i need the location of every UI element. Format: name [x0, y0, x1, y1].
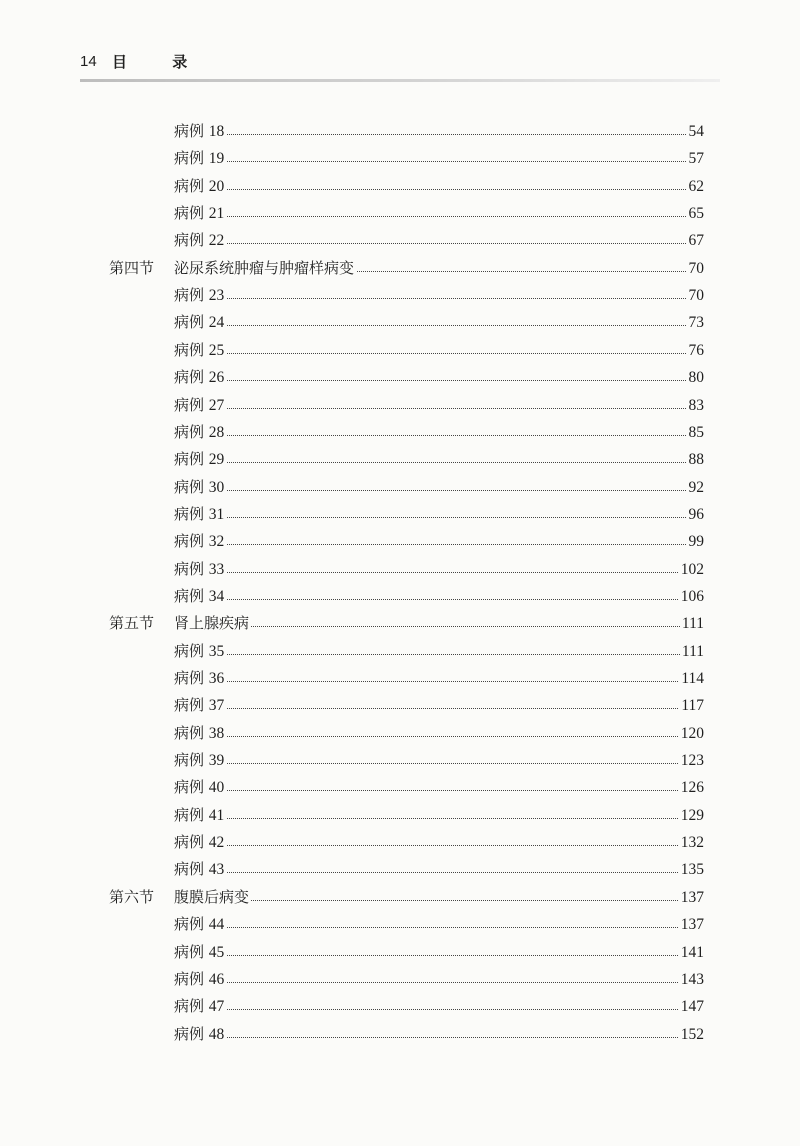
page-ref: 102 [679, 556, 704, 583]
case-label [174, 665, 226, 692]
page-ref: 143 [679, 966, 704, 993]
case-prefix: 病例 [174, 286, 209, 305]
case-label [174, 364, 226, 391]
case-number: 22 [208, 232, 225, 250]
leader-dots [174, 736, 704, 737]
page-ref: 54 [687, 118, 705, 145]
case-number: 20 [208, 177, 225, 195]
case-prefix: 病例 [174, 504, 209, 523]
case-label [174, 638, 226, 665]
page-ref: 62 [687, 173, 705, 200]
toc-case-entry[interactable] [0, 692, 800, 719]
case-prefix: 病例 [174, 313, 209, 332]
toc-case-entry[interactable] [0, 419, 800, 446]
leader-dots [174, 763, 704, 764]
toc-case-entry[interactable] [0, 528, 800, 555]
case-label [174, 774, 226, 801]
case-prefix: 病例 [174, 340, 209, 359]
section-title: 泌尿系统肿瘤与肿瘤样病变 [174, 255, 356, 282]
leader-dots [174, 544, 704, 545]
case-label [174, 802, 226, 829]
case-prefix: 病例 [174, 751, 209, 770]
page-ref: 57 [687, 145, 705, 172]
page-ref: 132 [679, 829, 704, 856]
page-ref: 114 [679, 665, 704, 692]
leader-dots [174, 298, 704, 299]
toc-case-entry[interactable] [0, 720, 800, 747]
toc-case-entry[interactable] [0, 282, 800, 309]
leader-dots [174, 325, 704, 326]
section-number: 第四节 [109, 258, 155, 277]
case-prefix: 病例 [174, 395, 209, 414]
case-label [174, 528, 226, 555]
leader-dots [174, 1009, 704, 1010]
section-title: 肾上腺疾病 [174, 610, 251, 637]
page-ref: 117 [679, 692, 704, 719]
page-ref: 70 [687, 282, 705, 309]
section-number: 第六节 [109, 887, 155, 906]
case-label [174, 200, 226, 227]
leader-dots [174, 626, 704, 627]
leader-dots [174, 572, 704, 573]
case-label [174, 1021, 226, 1048]
page-ref: 70 [687, 255, 705, 282]
case-label [174, 145, 226, 172]
toc-case-entry[interactable] [0, 856, 800, 883]
page-ref: 65 [687, 200, 705, 227]
toc-case-entry[interactable] [0, 364, 800, 391]
toc-case-entry[interactable] [0, 774, 800, 801]
page-ref: 96 [687, 501, 705, 528]
case-number: 37 [208, 697, 225, 715]
case-prefix: 病例 [174, 669, 209, 687]
leader-dots [174, 189, 704, 190]
case-prefix: 病例 [174, 696, 209, 715]
case-prefix: 病例 [174, 368, 209, 387]
case-label [174, 501, 226, 528]
case-label [174, 392, 226, 419]
page-ref: 106 [679, 583, 704, 610]
page-ref: 88 [687, 446, 705, 473]
case-prefix: 病例 [174, 122, 209, 140]
case-number: 31 [208, 505, 225, 523]
case-prefix: 病例 [174, 915, 209, 934]
page-ref: 99 [687, 528, 705, 555]
case-number: 24 [208, 314, 225, 332]
case-label [174, 309, 226, 336]
leader-dots [174, 216, 704, 217]
case-number: 34 [208, 587, 225, 605]
leader-dots [174, 955, 704, 956]
case-prefix: 病例 [174, 231, 209, 250]
case-label [174, 583, 226, 610]
case-number: 18 [208, 123, 225, 140]
case-label [174, 556, 226, 583]
toc-case-entry[interactable] [0, 392, 800, 419]
case-prefix: 病例 [174, 559, 209, 578]
case-prefix: 病例 [174, 586, 209, 605]
page-ref: 111 [680, 610, 704, 637]
leader-dots [174, 134, 704, 135]
toc-section-entry[interactable] [0, 255, 800, 282]
page-ref: 111 [680, 638, 704, 665]
leader-dots [174, 490, 704, 491]
section-title: 腹膜后病变 [174, 884, 251, 911]
case-label [174, 282, 226, 309]
toc-case-entry[interactable] [0, 145, 800, 172]
case-prefix: 病例 [174, 532, 209, 551]
case-prefix: 病例 [174, 450, 209, 469]
case-label [174, 419, 226, 446]
leader-dots [174, 353, 704, 354]
case-prefix: 病例 [174, 176, 209, 195]
case-number: 21 [208, 205, 225, 223]
case-number: 35 [208, 642, 225, 660]
toc-case-entry[interactable] [0, 309, 800, 336]
toc-case-entry[interactable] [0, 446, 800, 473]
case-number: 33 [208, 560, 225, 578]
toc-case-entry[interactable] [0, 665, 800, 692]
toc-case-entry[interactable] [0, 939, 800, 966]
page-ref: 137 [679, 911, 704, 938]
case-prefix: 病例 [174, 942, 209, 961]
leader-dots [174, 654, 704, 655]
toc-case-entry[interactable] [0, 501, 800, 528]
case-prefix: 病例 [174, 723, 209, 742]
page-ref: 135 [679, 856, 704, 883]
case-number: 26 [208, 369, 225, 387]
leader-dots [174, 818, 704, 819]
case-prefix: 病例 [174, 149, 209, 168]
case-prefix: 病例 [174, 805, 209, 824]
page-ref: 85 [687, 419, 705, 446]
leader-dots [174, 243, 704, 244]
toc-section-entry[interactable] [0, 610, 800, 637]
case-number: 43 [208, 861, 225, 879]
toc-case-entry[interactable] [0, 911, 800, 938]
toc-case-entry[interactable] [0, 583, 800, 610]
leader-dots [174, 1037, 704, 1038]
toc-case-entry[interactable] [0, 829, 800, 856]
toc-case-entry[interactable] [0, 173, 800, 200]
page-ref: 83 [687, 392, 705, 419]
case-label [174, 692, 226, 719]
case-prefix: 病例 [174, 860, 209, 879]
toc-case-entry[interactable] [0, 1021, 800, 1048]
leader-dots [174, 708, 704, 709]
case-prefix: 病例 [174, 969, 209, 988]
case-label [174, 911, 226, 938]
case-label [174, 720, 226, 747]
page-ref: 76 [687, 337, 705, 364]
toc-case-entry[interactable] [0, 966, 800, 993]
leader-dots [174, 681, 704, 682]
leader-dots [174, 845, 704, 846]
case-number: 30 [208, 478, 225, 496]
case-number: 28 [208, 423, 225, 441]
page-ref: 147 [679, 993, 704, 1020]
case-number: 45 [208, 943, 225, 961]
leader-dots [174, 462, 704, 463]
leader-dots [174, 408, 704, 409]
case-label [174, 337, 226, 364]
case-number: 36 [208, 670, 225, 687]
toc-case-entry[interactable] [0, 638, 800, 665]
toc-section-entry[interactable] [0, 884, 800, 911]
header-title: 目 录 [112, 53, 208, 71]
case-prefix: 病例 [174, 833, 209, 852]
case-number: 27 [208, 396, 225, 414]
case-number: 48 [208, 1025, 225, 1043]
case-number: 23 [208, 287, 225, 305]
leader-dots [174, 872, 704, 873]
case-number: 46 [208, 970, 225, 988]
page-ref: 120 [679, 720, 704, 747]
case-number: 32 [208, 533, 225, 551]
page-header [80, 52, 720, 82]
case-label [174, 474, 226, 501]
page-ref: 141 [679, 939, 704, 966]
case-label [174, 856, 226, 883]
case-number: 29 [208, 451, 225, 469]
case-prefix: 病例 [174, 641, 209, 660]
case-label [174, 227, 226, 254]
toc-case-entry[interactable] [0, 993, 800, 1020]
case-number: 42 [208, 834, 225, 852]
leader-dots [174, 517, 704, 518]
page-ref: 67 [687, 227, 705, 254]
leader-dots [174, 982, 704, 983]
toc-case-entry[interactable] [0, 474, 800, 501]
case-label [174, 993, 226, 1020]
leader-dots [174, 900, 704, 901]
toc-case-entry[interactable] [0, 337, 800, 364]
case-label [174, 118, 226, 145]
leader-dots [174, 161, 704, 162]
page-ref: 152 [679, 1021, 704, 1048]
case-number: 44 [208, 916, 225, 934]
case-prefix: 病例 [174, 204, 209, 223]
case-number: 41 [208, 806, 225, 824]
case-number: 25 [208, 341, 225, 359]
leader-dots [174, 927, 704, 928]
page-ref: 126 [679, 774, 704, 801]
toc-case-entry[interactable] [0, 802, 800, 829]
section-number: 第五节 [109, 614, 155, 633]
toc-case-entry[interactable] [0, 747, 800, 774]
page-ref: 92 [687, 474, 705, 501]
page-ref: 73 [687, 309, 705, 336]
case-label [174, 446, 226, 473]
page-ref: 137 [679, 884, 704, 911]
leader-dots [174, 599, 704, 600]
toc-case-entry[interactable] [0, 118, 800, 145]
case-label [174, 966, 226, 993]
page-ref: 80 [687, 364, 705, 391]
case-number: 47 [208, 998, 225, 1016]
page-ref: 129 [679, 802, 704, 829]
case-number: 19 [208, 150, 225, 168]
toc-case-entry[interactable] [0, 556, 800, 583]
case-prefix: 病例 [174, 997, 209, 1016]
toc-case-entry[interactable] [0, 227, 800, 254]
case-prefix: 病例 [174, 1024, 209, 1043]
case-number: 40 [208, 779, 225, 797]
leader-dots [174, 435, 704, 436]
header-rule [80, 79, 720, 82]
toc-case-entry[interactable] [0, 200, 800, 227]
leader-dots [174, 380, 704, 381]
case-label [174, 939, 226, 966]
case-label [174, 747, 226, 774]
case-number: 39 [208, 752, 225, 770]
case-prefix: 病例 [174, 477, 209, 496]
case-prefix: 病例 [174, 422, 209, 441]
case-label [174, 173, 226, 200]
leader-dots [174, 790, 704, 791]
page-number: 14 [80, 53, 97, 70]
case-label [174, 829, 226, 856]
page-ref: 123 [679, 747, 704, 774]
case-number: 38 [208, 724, 225, 742]
case-prefix: 病例 [174, 778, 209, 797]
